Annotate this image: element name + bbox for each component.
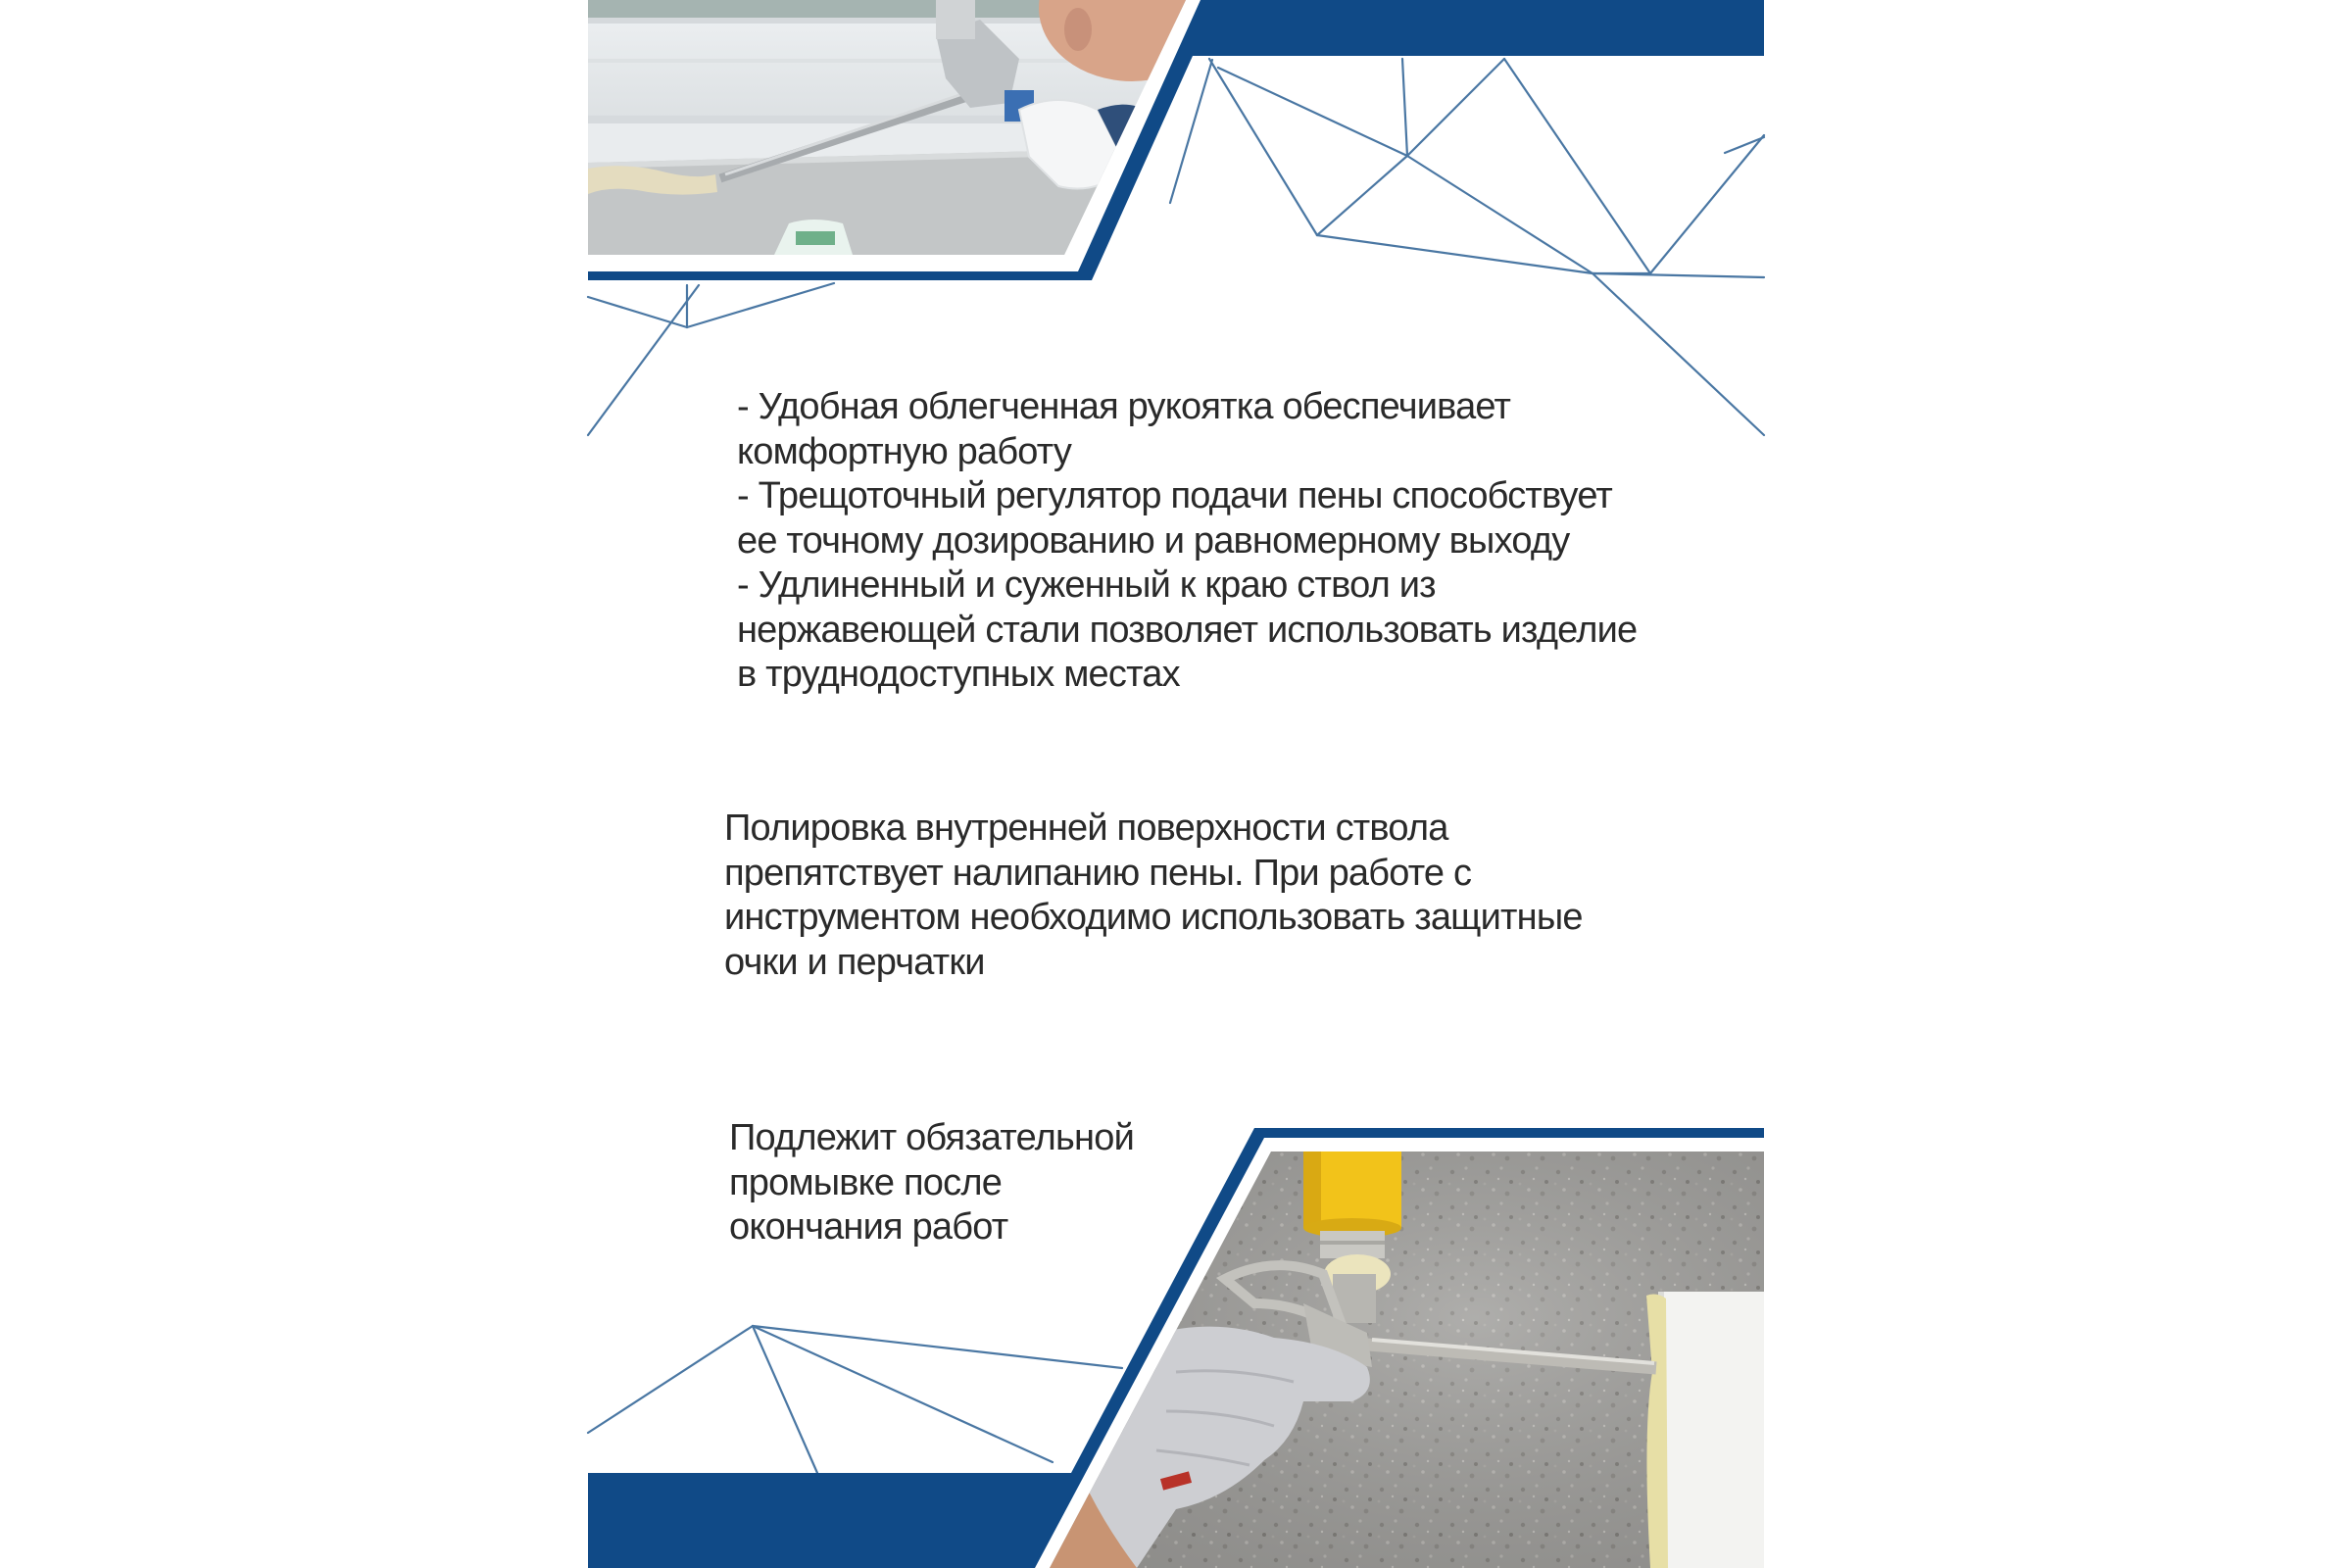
pattern-line xyxy=(588,285,699,435)
pattern-line xyxy=(1317,235,1592,273)
pattern-line xyxy=(687,283,834,327)
feature-line: - Трещоточный регулятор подачи пены способствует xyxy=(737,475,1613,516)
pattern-line xyxy=(753,1326,817,1473)
feature-line: - Удобная облегченная рукоятка обеспечивает xyxy=(737,386,1511,427)
cleaning-note-line: промывке после xyxy=(729,1161,1003,1203)
cleaning-note-line: окончания работ xyxy=(729,1206,1008,1248)
photo-window-foam-application xyxy=(588,0,1225,255)
polishing-note-line: очки и перчатки xyxy=(724,941,985,983)
pattern-line xyxy=(1650,135,1764,273)
pattern-line xyxy=(1209,59,1317,235)
feature-line: комфортную работу xyxy=(737,430,1072,472)
features-list xyxy=(737,385,1637,698)
pattern-line xyxy=(1317,156,1407,235)
geometric-line-pattern-top-right xyxy=(1170,59,1764,435)
pattern-line xyxy=(1402,59,1407,156)
pattern-line xyxy=(753,1326,1053,1462)
pattern-line xyxy=(1218,68,1407,156)
feature-item xyxy=(737,474,1637,564)
feature-item xyxy=(737,564,1637,698)
pattern-line xyxy=(588,1326,753,1433)
feature-line: нержавеющей стали позволяет использовать изделие xyxy=(737,609,1638,651)
feature-item xyxy=(737,385,1637,474)
pattern-line xyxy=(1407,156,1592,273)
pattern-line xyxy=(1407,59,1504,156)
cleaning-note-line: Подлежит обязательной xyxy=(729,1117,1135,1158)
feature-line: ее точному дозированию и равномерному выходу xyxy=(737,519,1570,562)
feature-line: в труднодоступных местах xyxy=(737,654,1180,695)
pattern-line xyxy=(753,1326,1122,1368)
polishing-note-line: инструментом необходимо использовать защитные xyxy=(724,897,1583,938)
pattern-line xyxy=(1504,59,1650,273)
polishing-note-line: Полировка внутренней поверхности ствола xyxy=(724,808,1448,849)
feature-line: - Удлиненный и суженный к краю ствол из xyxy=(737,564,1436,606)
pattern-line xyxy=(1725,137,1764,153)
polishing-note xyxy=(724,807,1583,985)
geometric-line-pattern-bottom-left xyxy=(588,1326,1122,1473)
cleaning-note xyxy=(729,1116,1134,1250)
photo-wall-foam-application xyxy=(1039,1152,1764,1568)
polishing-note-line: препятствует налипанию пены. При работе с xyxy=(724,852,1472,894)
